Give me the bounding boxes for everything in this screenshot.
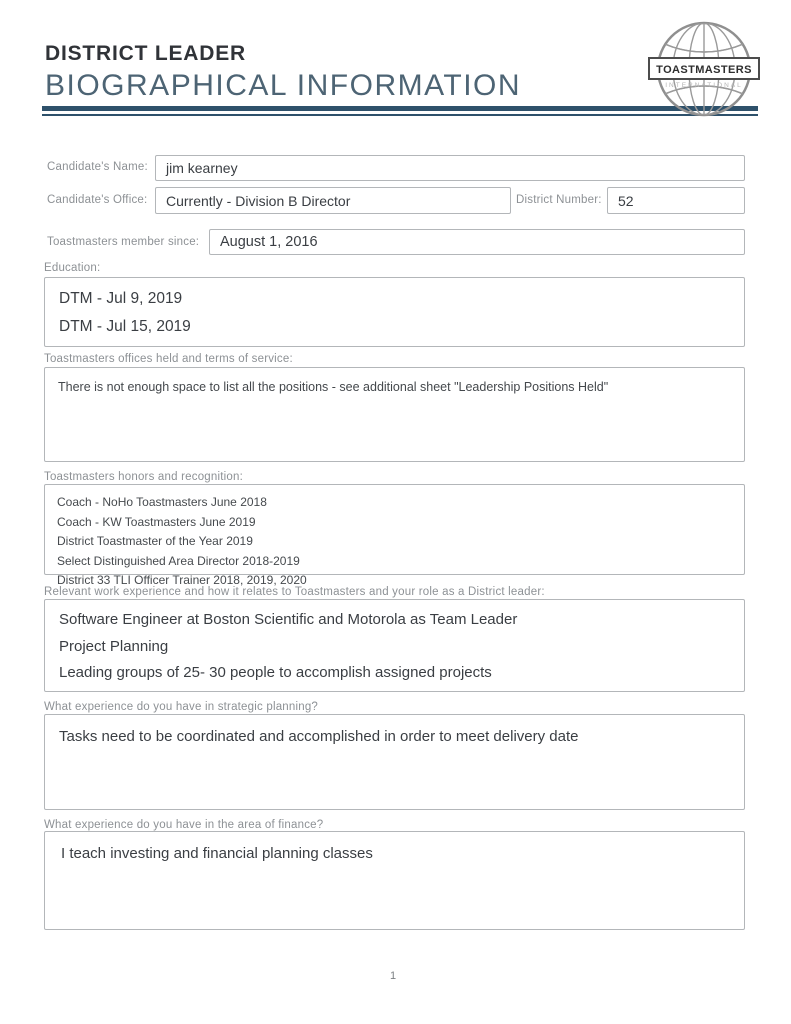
work-experience-field[interactable] xyxy=(44,599,745,692)
candidate-office-field[interactable]: Currently - Division B Director xyxy=(155,187,511,214)
honors-label: Toastmasters honors and recognition: xyxy=(44,471,243,483)
honors-line: District 33 TLI Officer Trainer 2018, 2019, 2020 xyxy=(57,573,307,587)
finance-field[interactable] xyxy=(44,831,745,930)
form-eyebrow-title: DISTRICT LEADER xyxy=(45,42,246,65)
finance-label: What experience do you have in the area of finance? xyxy=(44,819,324,831)
finance-line: I teach investing and financial planning classes xyxy=(61,845,373,862)
district-number-label: District Number: xyxy=(516,194,602,206)
honors-line: Coach - NoHo Toastmasters June 2018 xyxy=(57,495,267,509)
globe-icon xyxy=(648,16,760,126)
education-line: DTM - Jul 15, 2019 xyxy=(59,318,191,335)
education-field[interactable] xyxy=(44,277,745,347)
form-title: BIOGRAPHICAL INFORMATION xyxy=(45,69,522,102)
work-experience-line: Software Engineer at Boston Scientific and Motorola as Team Leader xyxy=(59,611,518,628)
page-header xyxy=(45,42,521,103)
honors-field[interactable] xyxy=(44,484,745,587)
honors-line: District Toastmaster of the Year 2019 xyxy=(57,534,253,548)
offices-held-line: There is not enough space to list all the positions - see additional sheet "Leadership Positions Held" xyxy=(58,380,609,394)
work-experience-label: Relevant work experience and how it relates to Toastmasters and your role as a District leader: xyxy=(44,586,545,598)
honors-line: Coach - KW Toastmasters June 2019 xyxy=(57,514,256,529)
education-label: Education: xyxy=(44,262,101,274)
work-experience-line: Project Planning xyxy=(59,637,169,655)
member-since-field[interactable]: August 1, 2016 xyxy=(209,229,745,255)
candidate-name-label: Candidate's Name: xyxy=(47,161,148,173)
toastmasters-logo xyxy=(648,16,760,126)
honors-line: Select Distinguished Area Director 2018-2019 xyxy=(57,553,300,568)
logo-wordmark: TOASTMASTERS xyxy=(656,64,752,76)
candidate-office-label: Candidate's Office: xyxy=(47,194,148,206)
education-line: DTM - Jul 9, 2019 xyxy=(59,290,183,307)
strategic-planning-field[interactable] xyxy=(44,714,745,810)
page-number: 1 xyxy=(390,970,397,982)
offices-held-label: Toastmasters offices held and terms of service: xyxy=(44,353,293,365)
work-experience-line: Leading groups of 25- 30 people to accomplish assigned projects xyxy=(59,664,492,681)
offices-held-field[interactable] xyxy=(44,367,745,462)
district-number-field[interactable]: 52 xyxy=(607,187,745,214)
candidate-name-field[interactable]: jim kearney xyxy=(155,155,745,181)
strategic-planning-label: What experience do you have in strategic planning? xyxy=(44,701,319,713)
strategic-planning-line: Tasks need to be coordinated and accomplished in order to meet delivery date xyxy=(59,728,579,745)
logo-subtext: INTERNATIONAL xyxy=(665,82,743,89)
member-since-label: Toastmasters member since: xyxy=(47,236,200,248)
